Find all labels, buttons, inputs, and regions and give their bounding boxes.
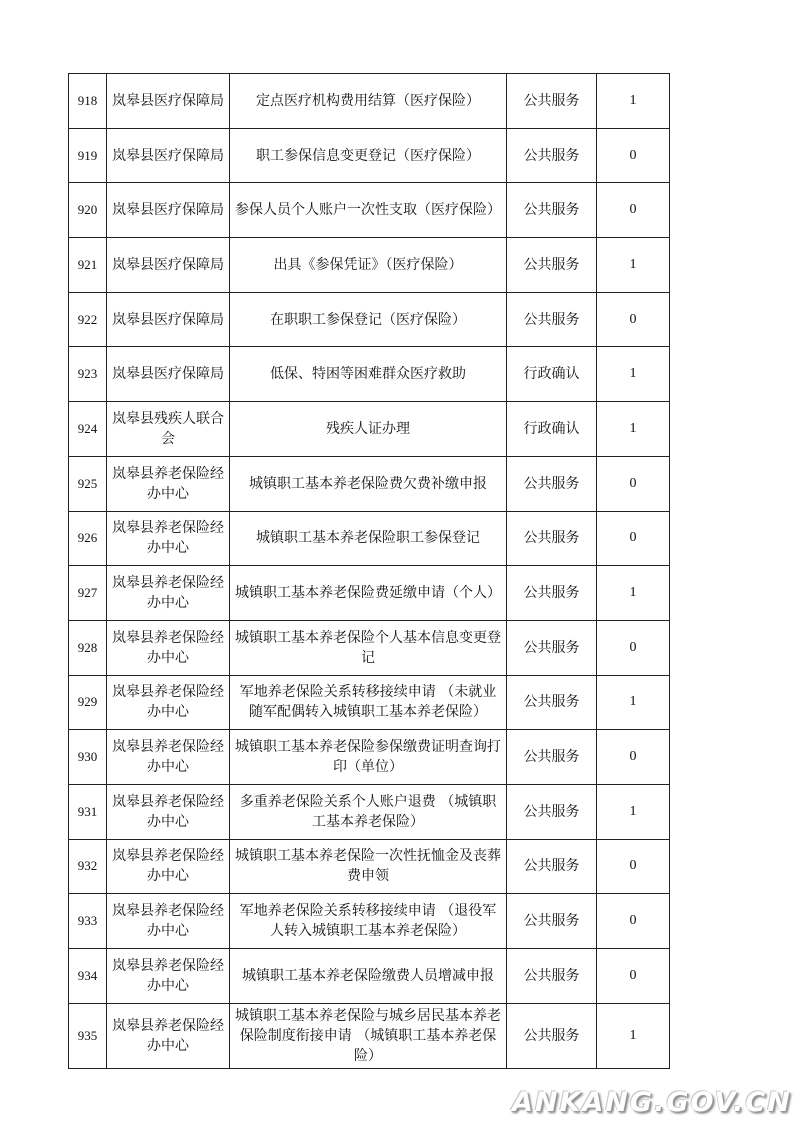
department-name: 岚皋县养老保险经办中心 [107, 675, 230, 730]
item-count: 0 [597, 620, 670, 675]
department-name: 岚皋县残疾人联合会 [107, 402, 230, 457]
row-number: 930 [69, 730, 107, 785]
table-row [69, 784, 670, 839]
table-row [69, 456, 670, 511]
table-row [69, 128, 670, 183]
service-item-name: 军地养老保险关系转移接续申请 （退役军人转入城镇职工基本养老保险） [230, 894, 507, 949]
row-number: 935 [69, 1003, 107, 1068]
service-item-name: 城镇职工基本养老保险费延缴申请（个人） [230, 566, 507, 621]
item-count: 1 [597, 402, 670, 457]
row-number: 931 [69, 784, 107, 839]
service-item-name: 职工参保信息变更登记（医疗保险） [230, 128, 507, 183]
table-row [69, 620, 670, 675]
table-row [69, 402, 670, 457]
item-category: 公共服务 [507, 949, 597, 1004]
service-item-name: 低保、特困等困难群众医疗救助 [230, 347, 507, 402]
item-category: 公共服务 [507, 1003, 597, 1068]
item-count: 0 [597, 183, 670, 238]
item-category: 公共服务 [507, 730, 597, 785]
service-item-name: 军地养老保险关系转移接续申请 （未就业随军配偶转入城镇职工基本养老保险） [230, 675, 507, 730]
row-number: 923 [69, 347, 107, 402]
service-item-name: 城镇职工基本养老保险职工参保登记 [230, 511, 507, 566]
item-count: 0 [597, 949, 670, 1004]
item-category: 公共服务 [507, 566, 597, 621]
row-number: 922 [69, 292, 107, 347]
table-row [69, 675, 670, 730]
row-number: 928 [69, 620, 107, 675]
service-item-name: 在职职工参保登记（医疗保险） [230, 292, 507, 347]
department-name: 岚皋县养老保险经办中心 [107, 730, 230, 785]
table-row [69, 238, 670, 293]
row-number: 920 [69, 183, 107, 238]
table-row [69, 949, 670, 1004]
item-count: 1 [597, 74, 670, 129]
service-item-name: 城镇职工基本养老保险参保缴费证明查询打印（单位） [230, 730, 507, 785]
item-count: 1 [597, 784, 670, 839]
department-name: 岚皋县医疗保障局 [107, 183, 230, 238]
table-row [69, 1003, 670, 1068]
department-name: 岚皋县养老保险经办中心 [107, 949, 230, 1004]
item-category: 行政确认 [507, 347, 597, 402]
row-number: 932 [69, 839, 107, 894]
item-category: 公共服务 [507, 894, 597, 949]
row-number: 934 [69, 949, 107, 1004]
item-category: 公共服务 [507, 511, 597, 566]
service-item-name: 定点医疗机构费用结算（医疗保险） [230, 74, 507, 129]
service-item-name: 参保人员个人账户一次性支取（医疗保险） [230, 183, 507, 238]
item-count: 1 [597, 1003, 670, 1068]
table-row [69, 292, 670, 347]
table-row [69, 894, 670, 949]
service-item-name: 出具《参保凭证》（医疗保险） [230, 238, 507, 293]
item-category: 公共服务 [507, 675, 597, 730]
department-name: 岚皋县医疗保障局 [107, 128, 230, 183]
service-item-name: 城镇职工基本养老保险与城乡居民基本养老保险制度衔接申请 （城镇职工基本养老保险） [230, 1003, 507, 1068]
item-count: 0 [597, 456, 670, 511]
department-name: 岚皋县养老保险经办中心 [107, 784, 230, 839]
item-count: 1 [597, 675, 670, 730]
service-item-name: 城镇职工基本养老保险缴费人员增减申报 [230, 949, 507, 1004]
item-category: 行政确认 [507, 402, 597, 457]
item-count: 0 [597, 292, 670, 347]
service-item-name: 城镇职工基本养老保险费欠费补缴申报 [230, 456, 507, 511]
item-category: 公共服务 [507, 128, 597, 183]
department-name: 岚皋县养老保险经办中心 [107, 620, 230, 675]
row-number: 925 [69, 456, 107, 511]
department-name: 岚皋县医疗保障局 [107, 292, 230, 347]
site-watermark: ANKANG.GOV.CN [512, 1087, 792, 1118]
row-number: 924 [69, 402, 107, 457]
item-category: 公共服务 [507, 74, 597, 129]
item-count: 0 [597, 511, 670, 566]
service-item-name: 残疾人证办理 [230, 402, 507, 457]
table-row [69, 347, 670, 402]
service-item-name: 多重养老保险关系个人账户退费 （城镇职工基本养老保险） [230, 784, 507, 839]
service-item-name: 城镇职工基本养老保险一次性抚恤金及丧葬费申领 [230, 839, 507, 894]
item-category: 公共服务 [507, 839, 597, 894]
service-item-name: 城镇职工基本养老保险个人基本信息变更登记 [230, 620, 507, 675]
item-category: 公共服务 [507, 456, 597, 511]
row-number: 918 [69, 74, 107, 129]
department-name: 岚皋县医疗保障局 [107, 347, 230, 402]
table-row [69, 566, 670, 621]
row-number: 926 [69, 511, 107, 566]
department-name: 岚皋县养老保险经办中心 [107, 566, 230, 621]
table-row [69, 511, 670, 566]
row-number: 933 [69, 894, 107, 949]
item-category: 公共服务 [507, 292, 597, 347]
item-count: 1 [597, 238, 670, 293]
item-count: 0 [597, 128, 670, 183]
item-category: 公共服务 [507, 183, 597, 238]
department-name: 岚皋县养老保险经办中心 [107, 511, 230, 566]
department-name: 岚皋县养老保险经办中心 [107, 894, 230, 949]
department-name: 岚皋县养老保险经办中心 [107, 839, 230, 894]
department-name: 岚皋县养老保险经办中心 [107, 1003, 230, 1068]
table-row [69, 730, 670, 785]
item-category: 公共服务 [507, 620, 597, 675]
row-number: 927 [69, 566, 107, 621]
item-category: 公共服务 [507, 784, 597, 839]
service-items-table [68, 73, 670, 1069]
department-name: 岚皋县医疗保障局 [107, 238, 230, 293]
item-count: 0 [597, 839, 670, 894]
department-name: 岚皋县养老保险经办中心 [107, 456, 230, 511]
table-row [69, 74, 670, 129]
item-count: 1 [597, 566, 670, 621]
table-row [69, 839, 670, 894]
item-count: 1 [597, 347, 670, 402]
item-count: 0 [597, 894, 670, 949]
table-row [69, 183, 670, 238]
item-count: 0 [597, 730, 670, 785]
table-body [69, 74, 670, 1069]
department-name: 岚皋县医疗保障局 [107, 74, 230, 129]
row-number: 929 [69, 675, 107, 730]
item-category: 公共服务 [507, 238, 597, 293]
row-number: 921 [69, 238, 107, 293]
row-number: 919 [69, 128, 107, 183]
